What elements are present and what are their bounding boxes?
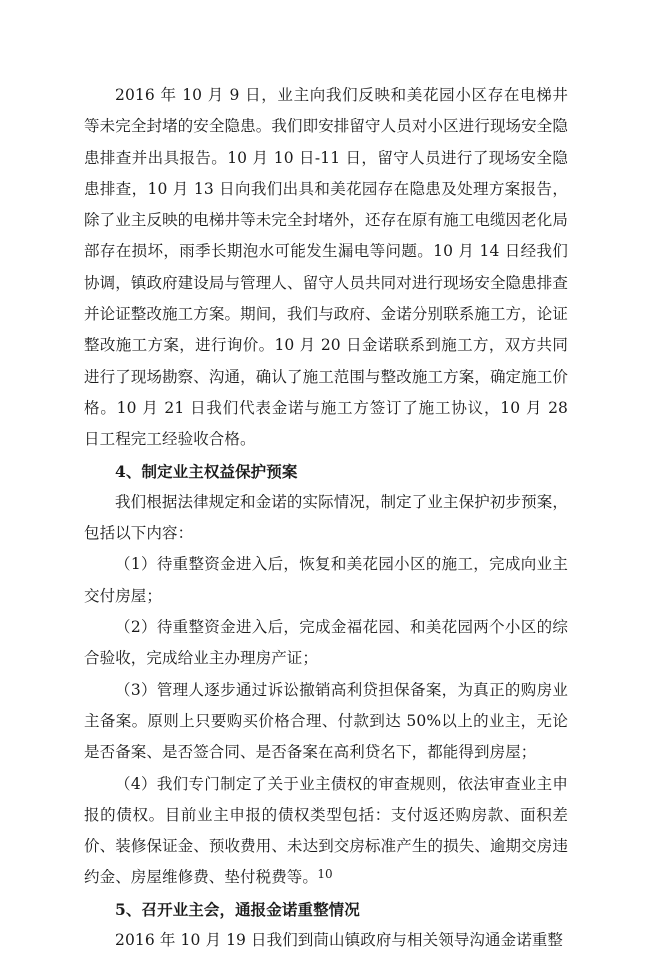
list-item-1: （1）待重整资金进入后，恢复和美花园小区的施工，完成向业主交付房屋； <box>84 555 568 605</box>
document-body <box>84 80 568 956</box>
list-item-3: （3）管理人逐步通过诉讼撤销高利贷担保备案，为真正的购房业主备案。原则上只要购买价格合理、付款到达 50%以上的业主，无论是否备案、是否签合同、是否备案在高利贷名下，都能得到房屋； <box>84 680 568 762</box>
list-item-2: （2）待重整资金进入后，完成金福花园、和美花园两个小区的综合验收，完成给业主办理房产证； <box>84 618 568 668</box>
section-heading-owner-meeting: 5、召开业主会，通报金诺重整情况 <box>115 899 360 919</box>
paragraph-meeting-start: 2016 年 10 月 19 日我们到茼山镇政府与相关领导沟通金诺重整 <box>115 931 564 950</box>
paragraph-safety-hazard: 2016 年 10 月 9 日，业主向我们反映和美花园小区存在电梯井等未完全封堵的安全隐患。我们即安排留守人员对小区进行现场安全隐患排查并出具报告。10 月 10 日-11 日，留守人员进行了现场安全隐患排查，10 月 13 日向我们出具和美花园存在隐患及处理方案报告，除了业主反映的电梯井等未完全封堵外，还存在原有施工电缆因老化局部存在损坏，雨季长期泡水可能发生漏电等问题。10 月 14 日经我们协调，镇政府建设局与管理人、留守人员共同对进行现场安全隐患排查并论证整改施工方案。期间，我们与政府、金诺分别联系施工方，论证整改施工方案，进行询价。10 月 20 日金诺联系到施工方，双方共同进行了现场勘察、沟通，确认了施工范围与整改施工方案，确定施工价格。10 月 21 日我们代表金诺与施工方签订了施工协议，10 月 28 日工程完工经验收合格。 <box>84 86 568 449</box>
list-item-4: （4）我们专门制定了关于业主债权的审查规则，依法审查业主申报的债权。目前业主申报的债权类型包括：支付返还购房款、面积差价、装修保证金、预收费用、未达到交房标准产生的损失、逾期交房违约金、房屋维修费、垫付税费等。 <box>84 774 568 887</box>
section-heading-owner-protection: 4、制定业主权益保护预案 <box>115 461 298 481</box>
paragraph-protection-intro: 我们根据法律规定和金诺的实际情况，制定了业主保护初步预案，包括以下内容： <box>84 492 568 543</box>
page-number: 10 <box>317 867 333 881</box>
